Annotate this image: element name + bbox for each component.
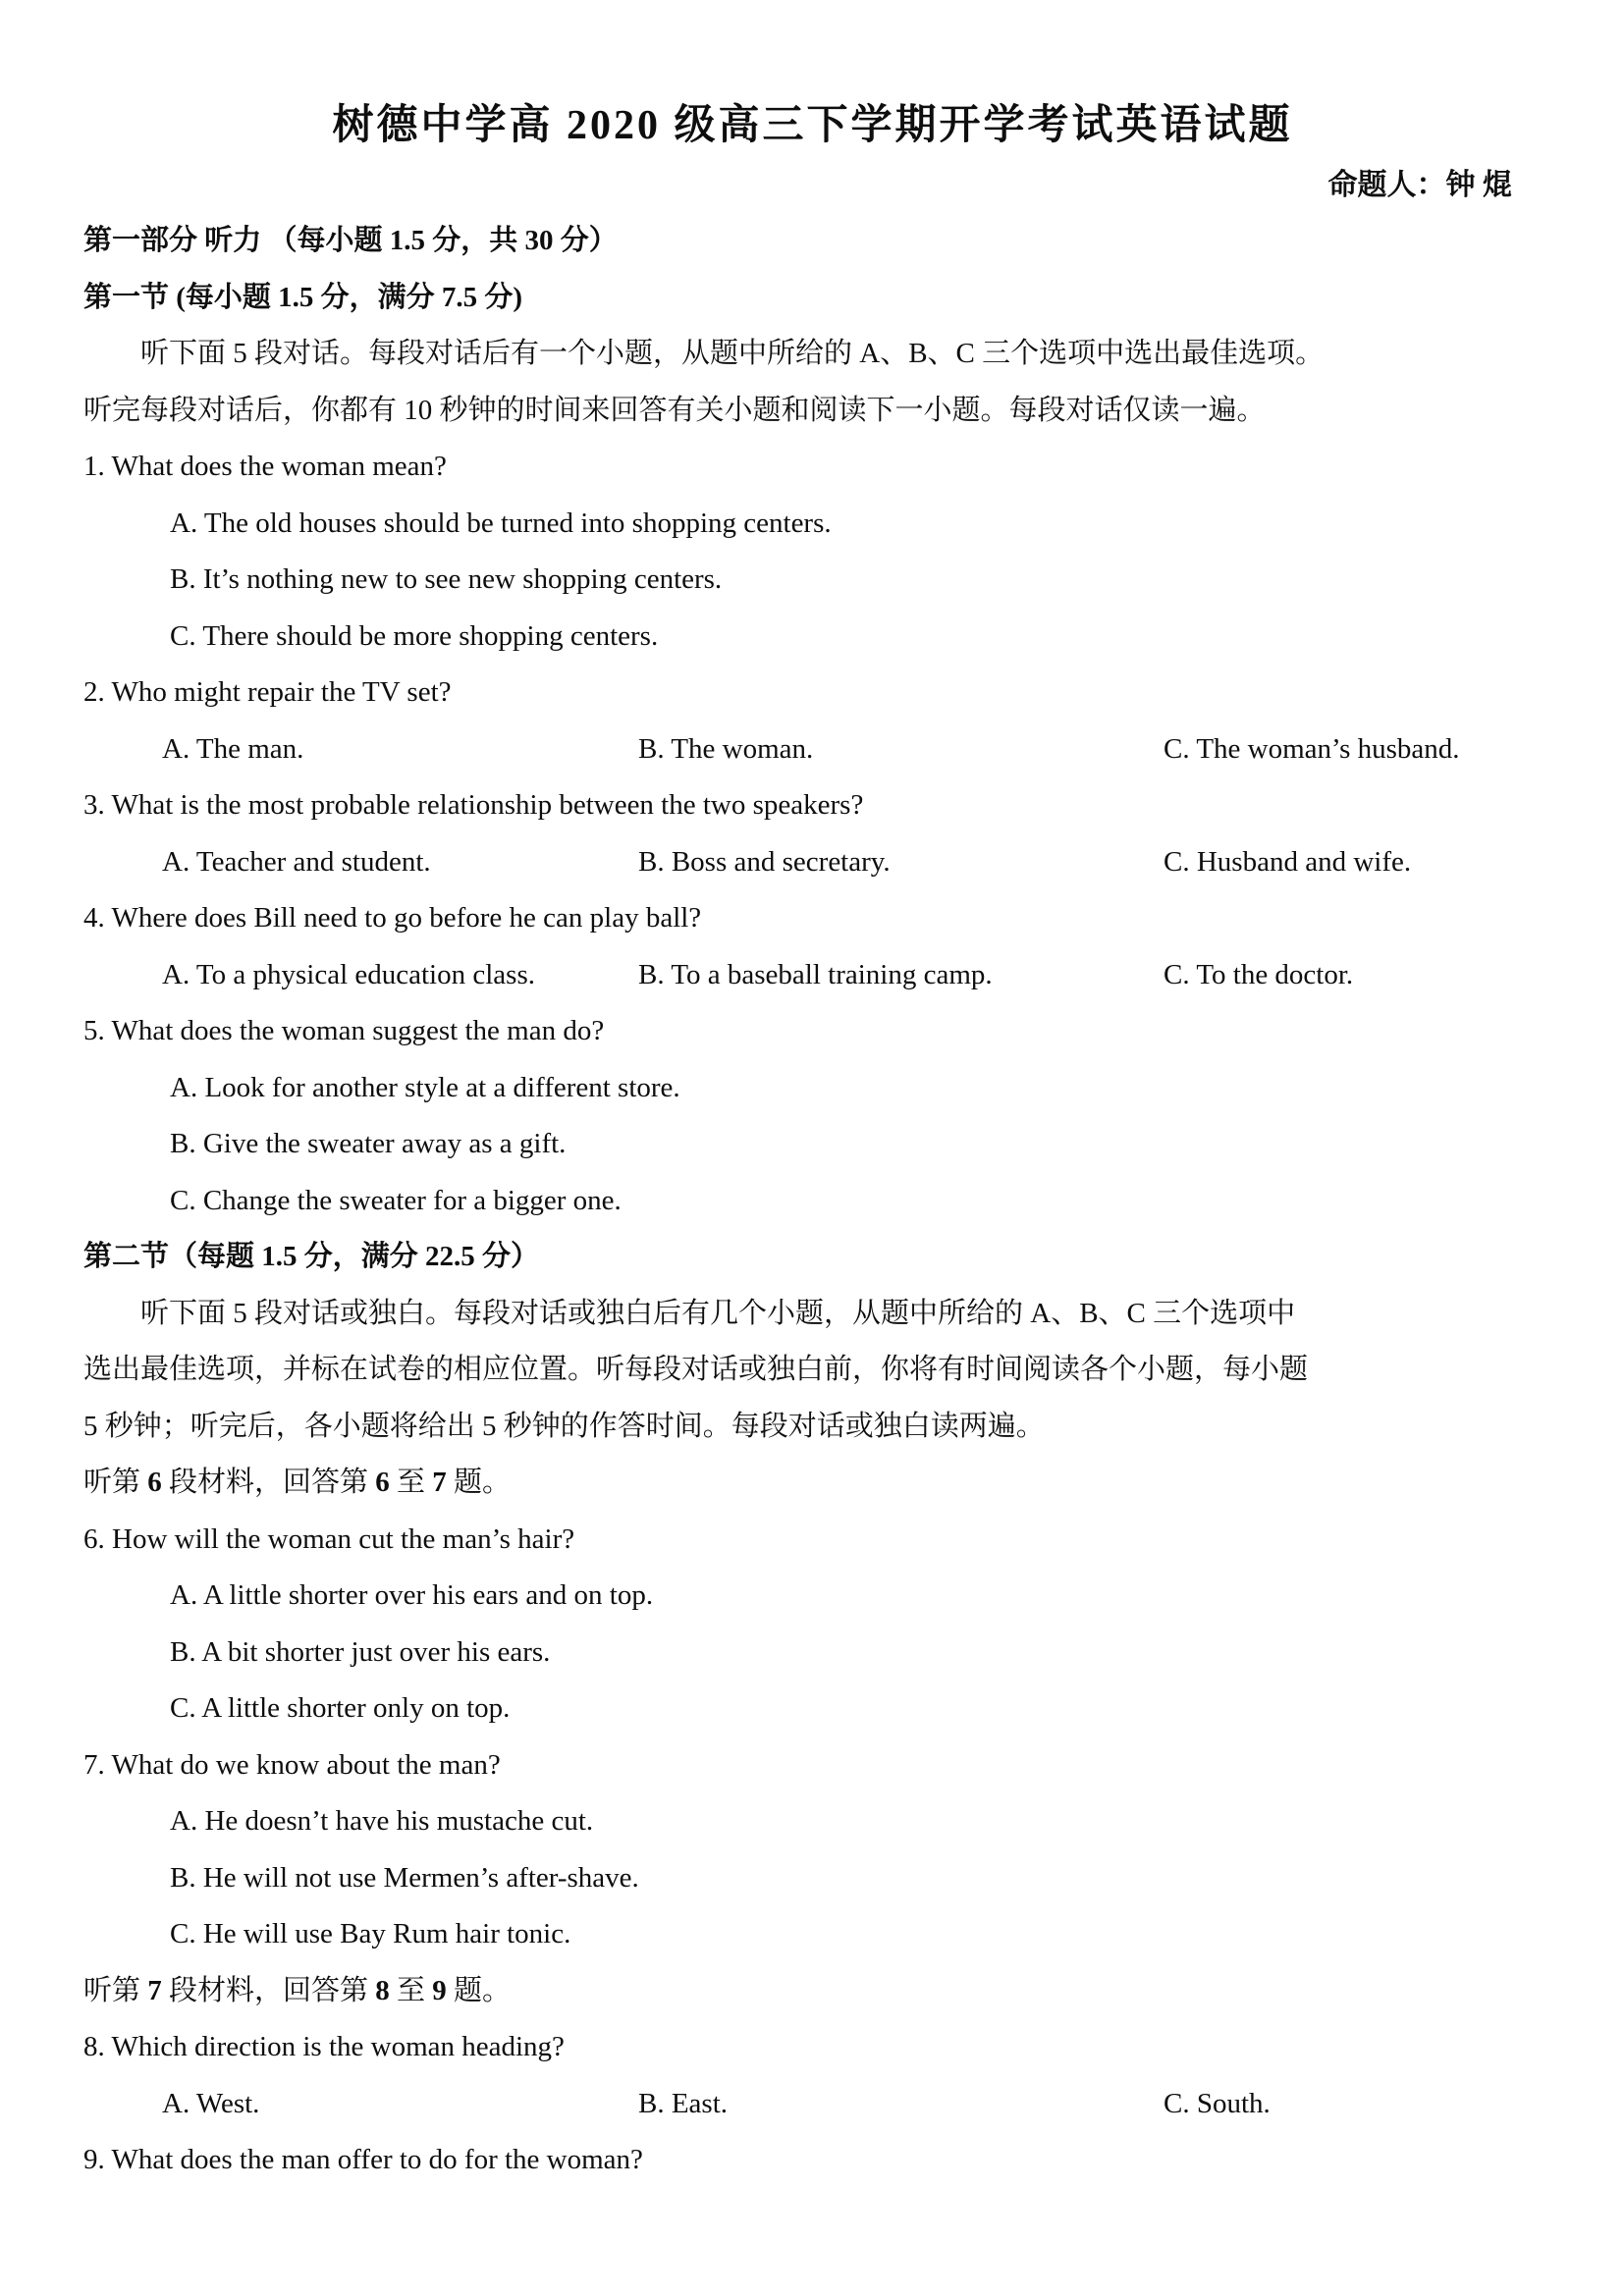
question-8-option-c: C. South. [1164, 2087, 1271, 2119]
material-7-number: 9 [432, 1974, 447, 2006]
question-4-prompt: 4. Where does Bill need to go before he can play ball? [83, 902, 702, 934]
material-7-text: 段材料，回答第 [161, 1974, 376, 2006]
material-6-text: 听第 [83, 1467, 148, 1498]
question-4-option-c: C. To the doctor. [1164, 958, 1354, 990]
material-6-number: 7 [432, 1467, 447, 1498]
question-3-option-c: C. Husband and wife. [1164, 845, 1412, 878]
question-8-options [83, 2076, 1542, 2133]
material-7-text: 听第 [83, 1974, 148, 2006]
question-1-option-a: A. The old houses should be turned into shopping centers. [170, 507, 832, 539]
question-2-option-c: C. The woman’s husband. [1164, 732, 1460, 765]
material-6-instruction [83, 1455, 1542, 1512]
section1-heading: 第一节 (每小题 1.5 分，满分 7.5 分) [83, 281, 523, 313]
material-6-number: 6 [375, 1467, 390, 1498]
question-8-prompt: 8. Which direction is the woman heading? [83, 2031, 565, 2062]
page-title: 树德中学高 2020 级高三下学期开学考试英语试题 [332, 103, 1293, 148]
section2-instructions-line: 听下面 5 段对话或独白。每段对话或独白后有几个小题，从题中所给的 A、B、C 三个选项中 [140, 1297, 1296, 1329]
material-6-text: 至 [389, 1467, 433, 1498]
material-7-text: 至 [389, 1974, 433, 2006]
section2-instructions-line: 5 秒钟；听完后，各小题将给出 5 秒钟的作答时间。每段对话或独白读两遍。 [83, 1410, 1045, 1442]
question-6-prompt: 6. How will the woman cut the man’s hair? [83, 1522, 575, 1555]
question-8-option-a: A. West. [162, 2087, 260, 2119]
material-7-text: 题。 [446, 1974, 512, 2006]
material-6-text: 段材料，回答第 [161, 1467, 376, 1498]
question-3-option-a: A. Teacher and student. [162, 845, 431, 878]
question-5-option-c: C. Change the sweater for a bigger one. [170, 1184, 622, 1216]
question-7-option-b: B. He will not use Mermen’s after-shave. [170, 1861, 639, 1894]
question-2-prompt: 2. Who might repair the TV set? [83, 676, 452, 708]
section1-instructions-line: 听完每段对话后，你都有 10 秒钟的时间来回答有关小题和阅读下一小题。每段对话仅读一遍。 [83, 394, 1266, 426]
question-2-option-b: B. The woman. [638, 732, 814, 765]
material-7-number: 7 [147, 1974, 162, 2006]
material-7-instruction [83, 1963, 1542, 2020]
question-3-prompt: 3. What is the most probable relationship between the two speakers? [83, 789, 864, 821]
proposer-line: 命题人：钟 焜 [1327, 169, 1512, 201]
question-7-option-a: A. He doesn’t have his mustache cut. [170, 1805, 594, 1837]
question-8-option-b: B. East. [638, 2087, 729, 2119]
material-7-number: 8 [375, 1974, 390, 2006]
question-3-option-b: B. Boss and secretary. [638, 845, 891, 878]
question-6-option-a: A. A little shorter over his ears and on top. [170, 1579, 654, 1611]
section2-instructions-line: 选出最佳选项，并标在试卷的相应位置。听每段对话或独白前，你将有时间阅读各个小题，每小题 [83, 1354, 1309, 1385]
question-4-options [83, 947, 1542, 1004]
question-7-option-c: C. He will use Bay Rum hair tonic. [170, 1918, 571, 1949]
part1-heading: 第一部分 听力 （每小题 1.5 分，共 30 分） [83, 225, 618, 256]
question-6-option-c: C. A little shorter only on top. [170, 1692, 511, 1724]
material-6-number: 6 [147, 1467, 162, 1498]
question-9-prompt: 9. What does the man offer to do for the woman? [83, 2144, 643, 2175]
question-4-option-b: B. To a baseball training camp. [638, 958, 993, 990]
section2-heading: 第二节（每题 1.5 分，满分 22.5 分） [83, 1241, 540, 1272]
question-2-option-a: A. The man. [162, 732, 304, 765]
question-1-prompt: 1. What does the woman mean? [83, 451, 447, 482]
material-6-text: 题。 [446, 1467, 512, 1498]
question-7-prompt: 7. What do we know about the man? [83, 1748, 501, 1781]
question-6-option-b: B. A bit shorter just over his ears. [170, 1635, 551, 1668]
question-5-option-b: B. Give the sweater away as a gift. [170, 1128, 567, 1159]
question-3-options [83, 834, 1542, 891]
section1-instructions-line: 听下面 5 段对话。每段对话后有一个小题，从题中所给的 A、B、C 三个选项中选出最佳选项。 [140, 338, 1325, 369]
question-1-option-c: C. There should be more shopping centers. [170, 619, 659, 652]
question-5-prompt: 5. What does the woman suggest the man do? [83, 1015, 605, 1046]
question-2-options [83, 721, 1542, 778]
question-5-option-a: A. Look for another style at a different store. [170, 1071, 680, 1103]
question-1-option-b: B. It’s nothing new to see new shopping centers. [170, 563, 723, 595]
question-4-option-a: A. To a physical education class. [162, 958, 535, 990]
